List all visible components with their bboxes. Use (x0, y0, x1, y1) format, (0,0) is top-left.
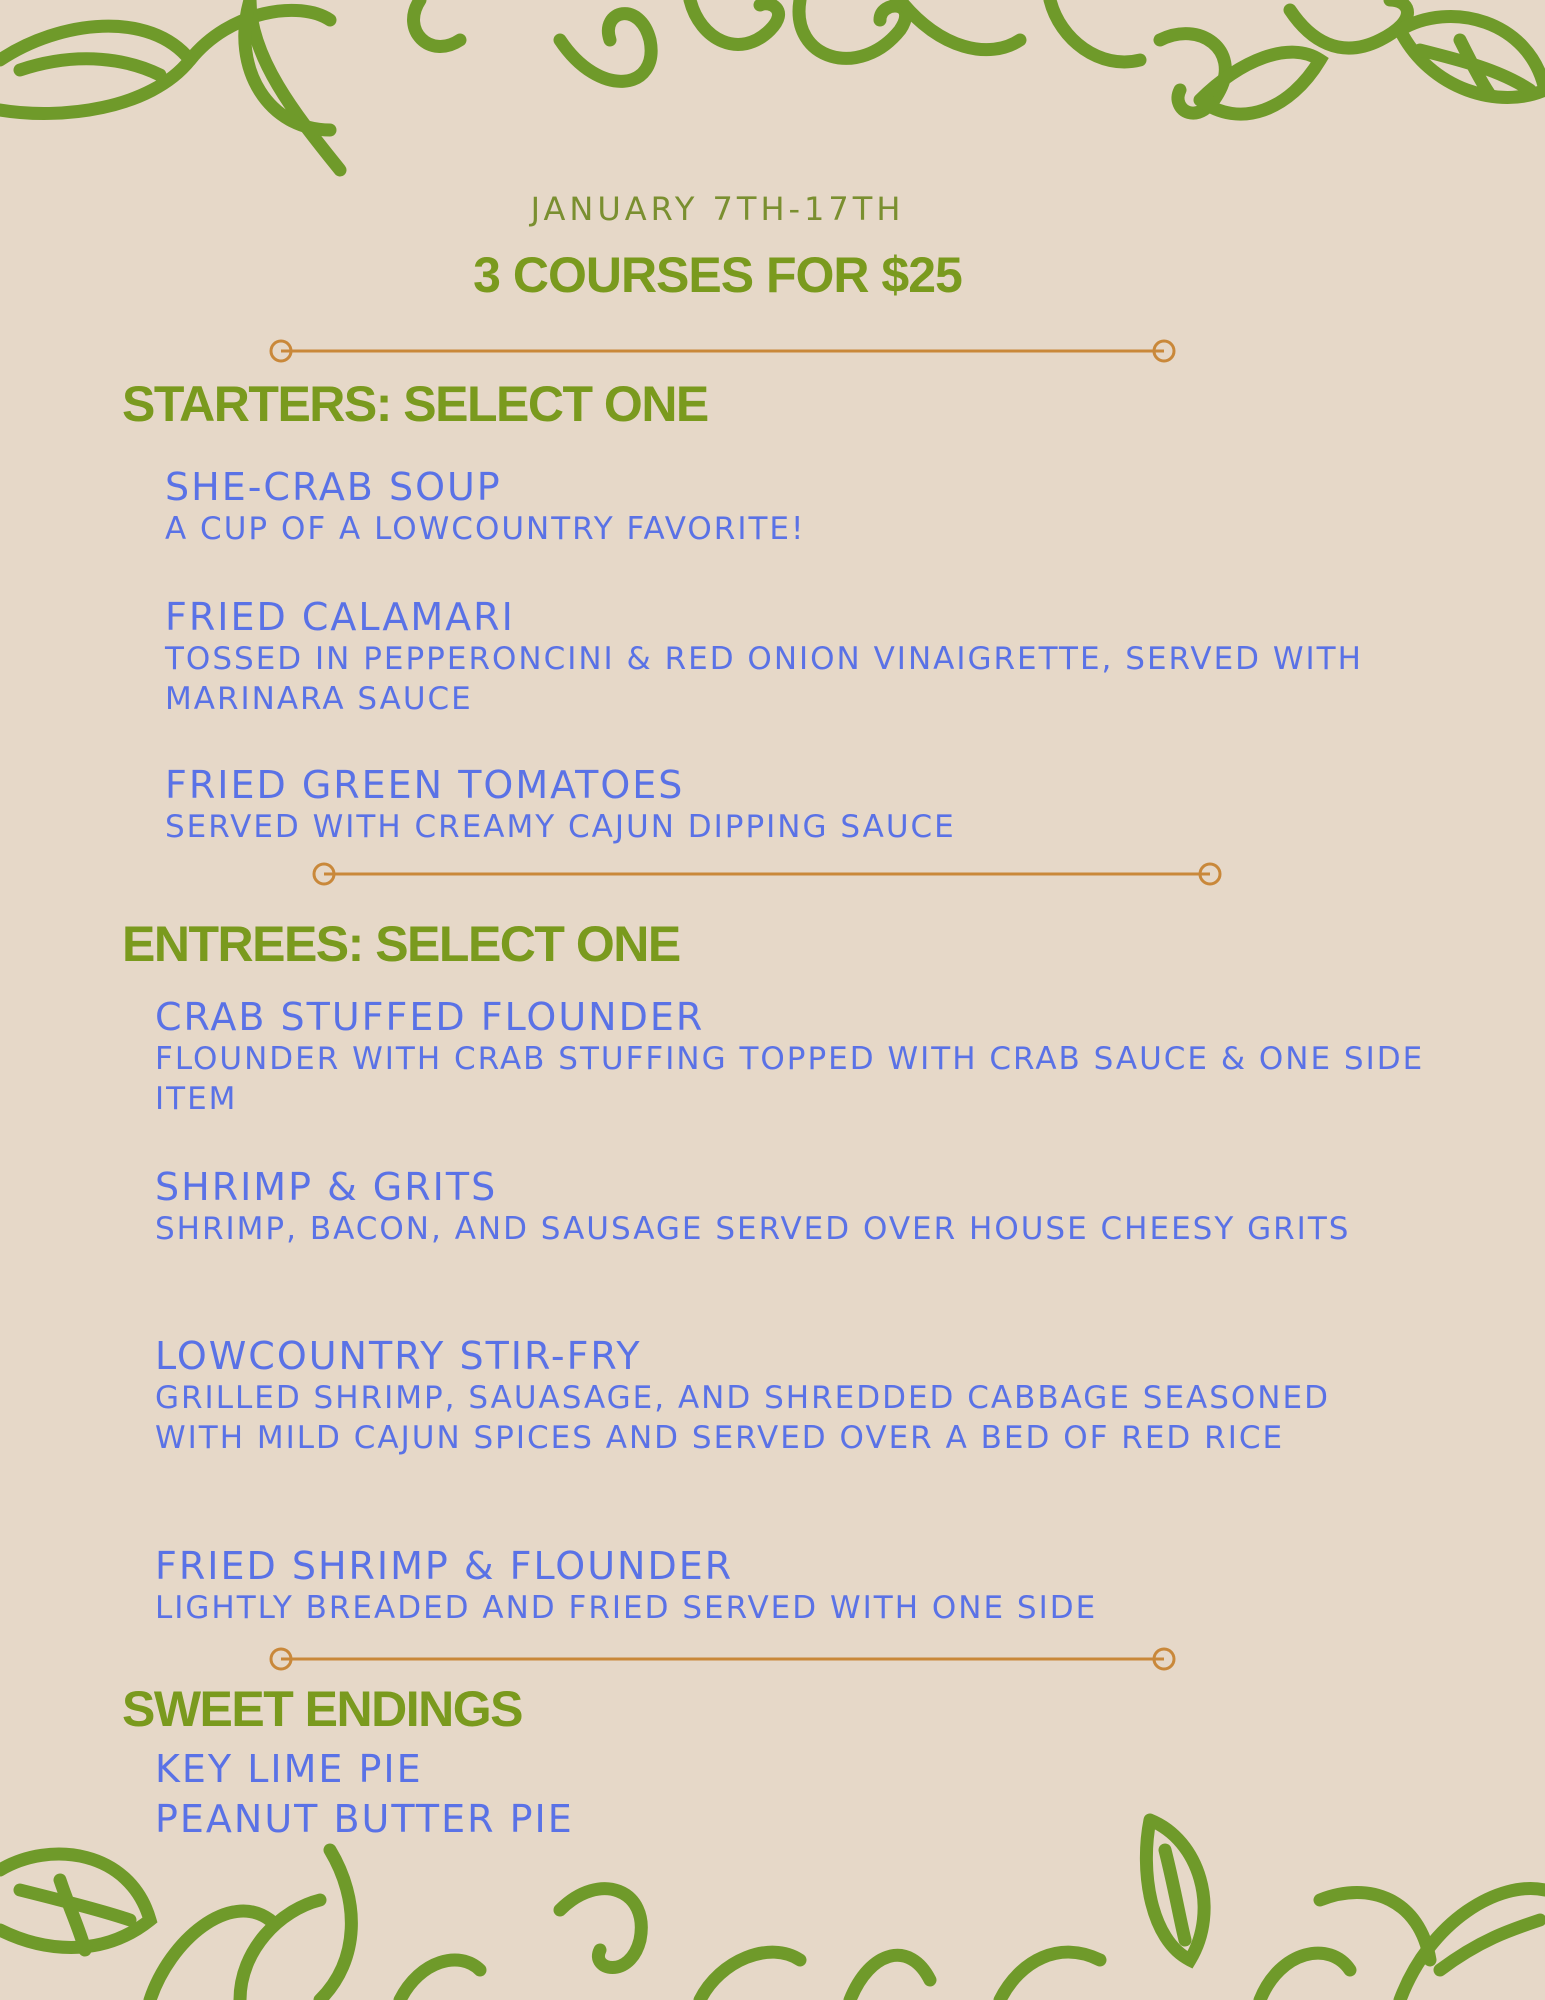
dessert-item: PEANUT BUTTER PIE (155, 1797, 574, 1841)
divider-3 (265, 1647, 1180, 1671)
dessert-item: KEY LIME PIE (155, 1747, 423, 1791)
item-desc: FLOUNDER WITH CRAB STUFFING TOPPED WITH CRAB SAUCE & ONE SIDE ITEM (155, 1041, 1425, 1117)
date-range: JANUARY 7TH-17TH (530, 190, 905, 228)
starter-item (165, 465, 1435, 549)
item-name: FRIED GREEN TOMATOES (165, 763, 685, 807)
starters-title: STARTERS: SELECT ONE (122, 376, 708, 432)
item-desc: GRILLED SHRIMP, SAUASAGE, AND SHREDDED CABBAGE SEASONED WITH MILD CAJUN SPICES AND SERVED OVER A BED OF RED RICE (155, 1380, 1330, 1456)
divider-1 (265, 339, 1180, 363)
item-desc: TOSSED IN PEPPERONCINI & RED ONION VINAIGRETTE, SERVED WITH MARINARA SAUCE (165, 641, 1363, 717)
item-desc: LIGHTLY BREADED AND FRIED SERVED WITH ONE SIDE (155, 1590, 1098, 1626)
bottom-vine-border (0, 1810, 1545, 2000)
item-name: CRAB STUFFED FLOUNDER (155, 995, 705, 1039)
divider-2 (308, 862, 1226, 886)
entree-item (155, 1334, 1425, 1458)
top-vine-border (0, 0, 1545, 190)
desserts-title: SWEET ENDINGS (122, 1681, 522, 1737)
entree-item (155, 1544, 1425, 1628)
entree-item (155, 1165, 1425, 1249)
entrees-title: ENTREES: SELECT ONE (122, 916, 680, 972)
entree-item (155, 995, 1425, 1119)
item-name: SHE-CRAB SOUP (165, 465, 502, 509)
offer-headline: 3 COURSES FOR $25 (473, 247, 962, 303)
item-desc: SERVED WITH CREAMY CAJUN DIPPING SAUCE (165, 809, 956, 845)
item-name: FRIED CALAMARI (165, 595, 515, 639)
item-desc: SHRIMP, BACON, AND SAUSAGE SERVED OVER HOUSE CHEESY GRITS (155, 1211, 1351, 1247)
item-name: FRIED SHRIMP & FLOUNDER (155, 1544, 734, 1588)
starter-item (165, 595, 1435, 719)
item-name: LOWCOUNTRY STIR-FRY (155, 1334, 642, 1378)
item-desc: A CUP OF A LOWCOUNTRY FAVORITE! (165, 511, 806, 547)
item-name: SHRIMP & GRITS (155, 1165, 498, 1209)
starter-item (165, 763, 1435, 847)
